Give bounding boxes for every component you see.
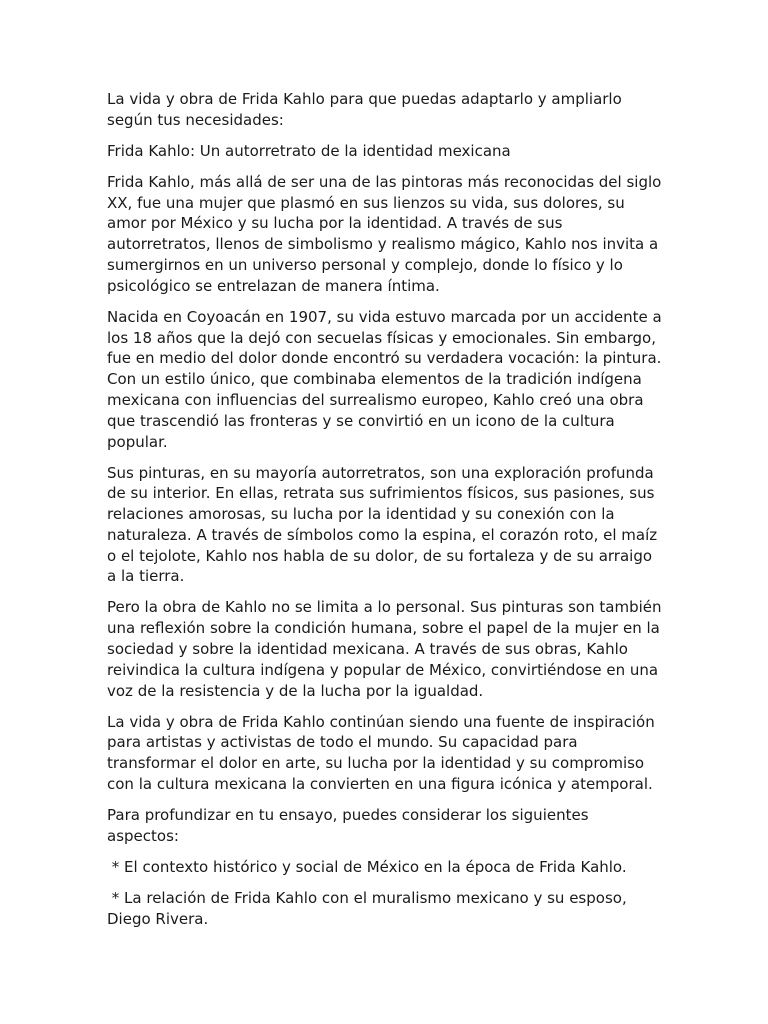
body-paragraph-2: Nacida en Coyoacán en 1907, su vida estuvo marcada por un accidente a los 18 años que la dejó con secuelas físicas y emocionales. Sin embargo, fue en medio del dolor donde encontró su verdadera vocación: la pintura. Con un estilo único, que combinaba elementos de la tradición indígena mexicana con influencias del surrealismo europeo, Kahlo creó una obra que trascendió las fronteras y se convirtió en un icono de la cultura popular. bbox=[107, 307, 667, 451]
body-paragraph-6: Para profundizar en tu ensayo, puedes considerar los siguientes aspectos: bbox=[107, 806, 594, 845]
body-paragraph-4: Pero la obra de Kahlo no se limita a lo personal. Sus pinturas son también una reflexión sobre la condición humana, sobre el papel de la mujer en la sociedad y sobre la identidad mexicana. A través de sus obras, Kahlo reivindica la cultura indígena y popular de México, convirtiéndose en una voz de la resistencia y de la lucha por la igualdad. bbox=[107, 598, 667, 700]
body-paragraph-1: Frida Kahlo, más allá de ser una de las pintoras más reconocidas del siglo XX, fue una mujer que plasmó en sus lienzos su vida, sus dolores, su amor por México y su lucha por la identidad. A través de sus autorretratos, llenos de simbolismo y realismo mágico, Kahlo nos invita a sumergirnos en un universo personal y complejo, donde lo físico y lo psicológico se entrelazan de manera íntima. bbox=[107, 172, 667, 295]
intro-paragraph: La vida y obra de Frida Kahlo para que puedas adaptarlo y ampliarlo según tus necesidades: bbox=[107, 90, 627, 129]
document-title: Frida Kahlo: Un autorretrato de la identidad mexicana bbox=[107, 141, 511, 160]
document-page bbox=[107, 89, 667, 940]
body-paragraph-3: Sus pinturas, en su mayoría autorretratos, son una exploración profunda de su interior. En ellas, retrata sus sufrimientos físicos, sus pasiones, sus relaciones amorosas, su lucha por la identidad y su conexión con la naturaleza. A través de símbolos como la espina, el corazón roto, el maíz o el tejolote, Kahlo nos habla de su dolor, de su fortaleza y de su arraigo a la tierra. bbox=[107, 463, 662, 586]
bullet-item-1: * El contexto histórico y social de México en la época de Frida Kahlo. bbox=[107, 857, 627, 876]
body-paragraph-5: La vida y obra de Frida Kahlo continúan siendo una fuente de inspiración para artistas y activistas de todo el mundo. Su capacidad para transformar el dolor en arte, su lucha por la identidad y su compromiso con la cultura mexicana la convierten en una figura icónica y atemporal. bbox=[107, 712, 660, 794]
bullet-item-2: * La relación de Frida Kahlo con el muralismo mexicano y su esposo, Diego Rivera. bbox=[107, 888, 632, 928]
